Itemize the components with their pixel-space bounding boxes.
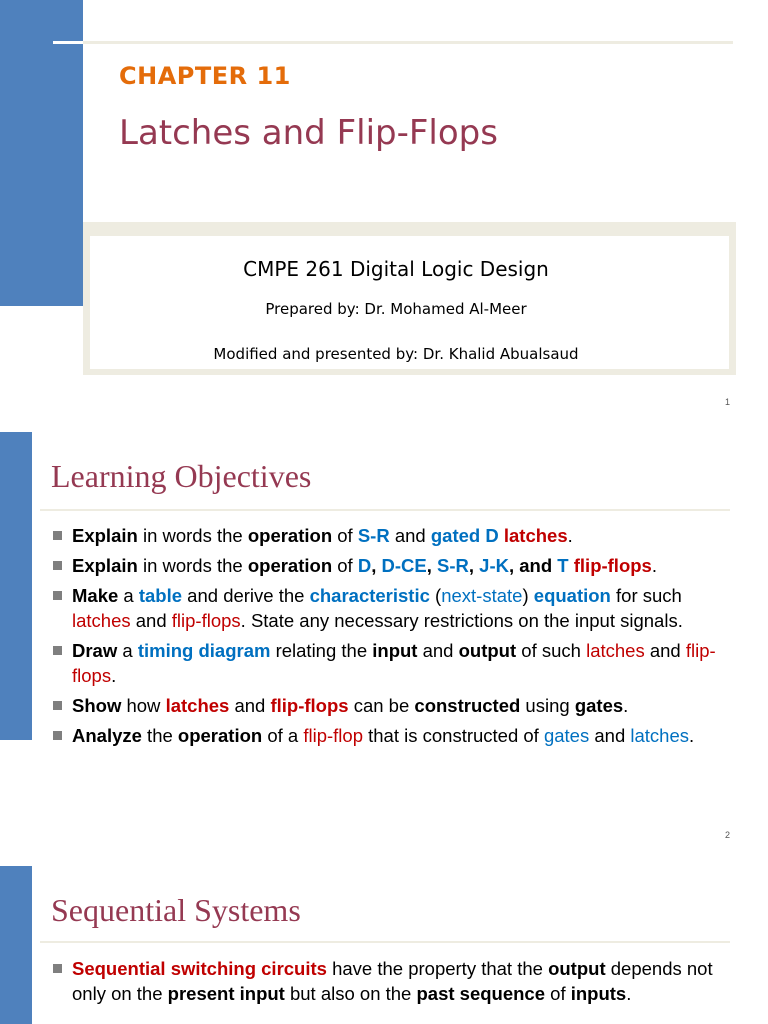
bullet-square-icon <box>53 731 62 740</box>
heading-rule <box>40 941 730 943</box>
bullet-text-segment: . <box>567 525 573 546</box>
sequential-systems-slide <box>0 866 768 1024</box>
bullet-text-segment: of <box>332 555 358 576</box>
bullet-text-segment: ) <box>522 585 534 606</box>
bullet-text-segment: relating the <box>270 640 373 661</box>
bullet-item <box>53 523 723 548</box>
bullet-text-segment: that is constructed of <box>362 725 544 746</box>
bullet-text-segment: Draw <box>72 640 118 661</box>
bullet-text-segment: S-R <box>437 555 469 576</box>
bullet-text-segment: depends not only on the <box>72 958 713 1004</box>
bullet-square-icon <box>53 591 62 600</box>
chapter-label: CHAPTER 11 <box>119 62 291 90</box>
bullet-text-segment: , <box>426 555 438 576</box>
bullet-text-segment: and <box>417 640 459 661</box>
bullet-text-segment: Explain <box>72 525 138 546</box>
bullet-square-icon <box>53 646 62 655</box>
modified-by: Modified and presented by: Dr. Khalid Abualsaud <box>213 345 579 363</box>
bullet-text-segment: gates <box>574 695 624 716</box>
bullet-text-segment: how <box>121 695 166 716</box>
bullet-text-segment: gates <box>543 725 590 746</box>
bullet-text-segment: using <box>520 695 575 716</box>
page-number: 2 <box>724 830 730 840</box>
bullet-text-segment: . <box>689 725 695 746</box>
bullet-text-segment: of such <box>516 640 587 661</box>
bullet-square-icon <box>53 561 62 570</box>
bullet-text-segment: timing diagram <box>137 640 271 661</box>
title-rule <box>83 41 733 44</box>
bullet-text-segment: Analyze <box>72 725 142 746</box>
bullet-item <box>53 583 723 633</box>
bullet-text-segment: and <box>589 725 631 746</box>
bullet-text-segment: characteristic <box>309 585 430 606</box>
heading-rule <box>40 509 730 511</box>
bullet-item <box>53 553 723 578</box>
bullet-text-segment: . <box>111 665 117 686</box>
bullet-text-segment: , and <box>508 555 558 576</box>
slide-heading: Sequential Systems <box>51 892 301 928</box>
bullet-text-segment: latches <box>503 525 568 546</box>
bullet-text-segment: ( <box>429 585 442 606</box>
accent-side-bar <box>0 866 32 1024</box>
bullet-text-segment: flip-flops <box>72 640 716 686</box>
bullet-text-segment: . State any necessary restrictions on the input signals. <box>240 610 683 631</box>
bullet-text-segment: of a <box>262 725 304 746</box>
sequential-list <box>53 956 723 1011</box>
bullet-text-segment: flip-flops <box>573 555 652 576</box>
bullet-text-segment: operation <box>247 555 333 576</box>
bullet-text-segment: , <box>468 555 480 576</box>
bullet-text-segment: D <box>357 555 372 576</box>
bullet-text-segment: D-CE <box>381 555 427 576</box>
accent-side-bar <box>0 432 32 740</box>
course-name: CMPE 261 Digital Logic Design <box>243 257 549 281</box>
bullet-text-segment: T <box>557 555 569 576</box>
bullet-square-icon <box>53 964 62 973</box>
bullet-text-segment: in words the <box>137 555 248 576</box>
bullet-text-segment: gated D <box>430 525 499 546</box>
bullet-text-segment: input <box>372 640 418 661</box>
objectives-list <box>53 523 723 753</box>
bullet-text-segment: present input <box>167 983 285 1004</box>
bullet-item <box>53 956 723 1006</box>
bullet-text-segment: past sequence <box>416 983 546 1004</box>
bullet-text-segment: . <box>651 555 657 576</box>
bullet-text-segment: and <box>644 640 686 661</box>
page-number: 1 <box>724 397 730 407</box>
bullet-text-segment: J-K <box>479 555 509 576</box>
bullet-text-segment: S-R <box>357 525 390 546</box>
accent-rule-segment <box>53 41 83 44</box>
bullet-text-segment: flip-flop <box>303 725 363 746</box>
bullet-text-segment: have the property that the <box>326 958 549 979</box>
bullet-text-segment: equation <box>533 585 611 606</box>
bullet-text-segment: and <box>130 610 172 631</box>
bullet-text-segment: a <box>118 585 139 606</box>
bullet-square-icon <box>53 701 62 710</box>
bullet-text-segment: operation <box>247 525 333 546</box>
bullet-text-segment: of <box>332 525 358 546</box>
bullet-text-segment: constructed <box>414 695 521 716</box>
bullet-text-segment: and derive the <box>182 585 310 606</box>
bullet-text-segment: the <box>141 725 178 746</box>
bullet-text-segment: in words the <box>137 525 248 546</box>
title-slide <box>0 0 768 415</box>
bullet-text-segment: flip-flops <box>171 610 241 631</box>
bullet-text-segment: latches <box>630 725 690 746</box>
bullet-text-segment: operation <box>177 725 263 746</box>
bullet-text-segment: latches <box>72 610 131 631</box>
bullet-item <box>53 693 723 718</box>
bullet-text-segment: but also on the <box>284 983 417 1004</box>
slide-title: Latches and Flip-Flops <box>119 113 498 153</box>
bullet-text-segment: a <box>117 640 138 661</box>
bullet-text-segment: table <box>138 585 183 606</box>
bullet-square-icon <box>53 531 62 540</box>
bullet-text-segment: and <box>389 525 431 546</box>
bullet-text-segment: output <box>458 640 517 661</box>
bullet-text-segment: flip-flops <box>270 695 349 716</box>
bullet-text-segment: latches <box>586 640 645 661</box>
bullet-text-segment: . <box>623 695 629 716</box>
bullet-text-segment: can be <box>348 695 415 716</box>
bullet-text-segment: . <box>626 983 632 1004</box>
bullet-text-segment: Explain <box>72 555 138 576</box>
bullet-text-segment: inputs <box>570 983 627 1004</box>
bullet-text-segment: of <box>545 983 571 1004</box>
bullet-text-segment: , <box>371 555 382 576</box>
bullet-text-segment: Show <box>72 695 122 716</box>
bullet-text-segment: latches <box>165 695 230 716</box>
bullet-text-segment: and <box>229 695 271 716</box>
bullet-text-segment: next-state <box>441 585 523 606</box>
bullet-item <box>53 723 723 748</box>
slide-heading: Learning Objectives <box>51 458 312 494</box>
learning-objectives-slide <box>0 432 768 850</box>
bullet-item <box>53 638 723 688</box>
bullet-text-segment: for such <box>610 585 682 606</box>
bullet-text-segment: Sequential switching circuits <box>72 958 327 979</box>
bullet-text-segment: output <box>548 958 606 979</box>
bullet-text-segment: Make <box>72 585 119 606</box>
prepared-by: Prepared by: Dr. Mohamed Al-Meer <box>265 300 527 318</box>
